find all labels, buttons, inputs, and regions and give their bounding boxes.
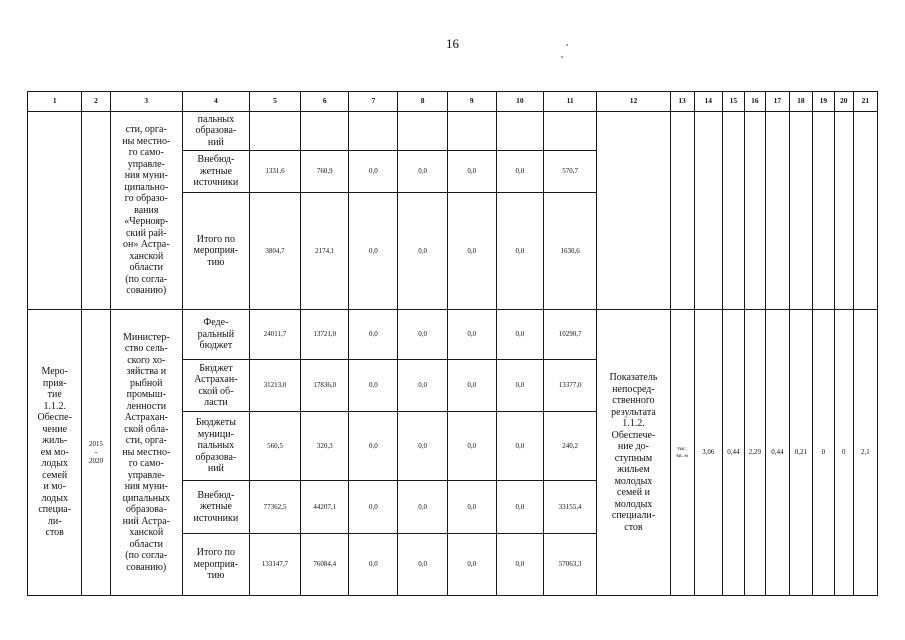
value-cell bbox=[349, 112, 398, 151]
executor-cell: сти, орга- ны местно- го само- управле- ния муни- ципально- го образо- вания «Чернояр- ский рай- он» Астра- ханской области (по согла- сованию) bbox=[110, 112, 182, 310]
indicator-value-cell: 0 bbox=[812, 310, 834, 596]
column-number: 19 bbox=[812, 92, 834, 112]
period-cell-continued bbox=[82, 112, 110, 310]
indicator-value-cell bbox=[853, 112, 877, 310]
value-cell: 0,0 bbox=[398, 193, 447, 310]
funding-source-cell: Бюджет Астрахан- ской об- ласти bbox=[182, 360, 249, 412]
column-number: 1 bbox=[28, 92, 82, 112]
indicator-value-cell: 0,44 bbox=[765, 310, 789, 596]
value-cell: 13721,0 bbox=[301, 310, 349, 360]
value-cell: 0,0 bbox=[349, 193, 398, 310]
value-cell: 0,0 bbox=[496, 151, 543, 193]
value-cell bbox=[398, 112, 447, 151]
value-cell: 0,0 bbox=[447, 534, 496, 596]
scan-speck bbox=[561, 56, 563, 58]
value-cell: 77362,5 bbox=[249, 481, 300, 534]
value-cell: 33155,4 bbox=[543, 481, 596, 534]
funding-source-cell: Феде- ральный бюджет bbox=[182, 310, 249, 360]
value-cell: 31213,0 bbox=[249, 360, 300, 412]
value-cell: 0,0 bbox=[496, 360, 543, 412]
indicator-value-cell: 2,29 bbox=[744, 310, 765, 596]
indicator-value-cell bbox=[812, 112, 834, 310]
scan-speck bbox=[566, 44, 568, 46]
column-number-row bbox=[28, 92, 878, 112]
value-cell: 320,3 bbox=[301, 412, 349, 481]
indicator-value-cell bbox=[789, 112, 812, 310]
indicator-value-cell bbox=[765, 112, 789, 310]
value-cell: 0,0 bbox=[447, 481, 496, 534]
value-cell: 0,0 bbox=[349, 310, 398, 360]
indicator-value-cell: 0 bbox=[834, 310, 853, 596]
value-cell: 1331,6 bbox=[249, 151, 300, 193]
column-number: 14 bbox=[694, 92, 722, 112]
value-cell: 17836,0 bbox=[301, 360, 349, 412]
value-cell: 760,9 bbox=[301, 151, 349, 193]
column-number: 21 bbox=[853, 92, 877, 112]
page-number: 16 bbox=[446, 36, 459, 51]
value-cell: 0,0 bbox=[496, 193, 543, 310]
value-cell: 0,0 bbox=[349, 481, 398, 534]
period-cell: 2015 - 2020 bbox=[82, 310, 110, 596]
value-cell bbox=[447, 112, 496, 151]
indicator-cell: Показатель непосред- ственного результата 1.1.2. Обеспече- ние до- ступным жильем молодых семей и молодых специали- стов bbox=[597, 310, 670, 596]
value-cell: 560,5 bbox=[249, 412, 300, 481]
value-cell: 1630,6 bbox=[543, 193, 596, 310]
value-cell: 44207,1 bbox=[301, 481, 349, 534]
column-number: 7 bbox=[349, 92, 398, 112]
table-row bbox=[28, 310, 878, 360]
executor-cell: Министер- ство сель- ского хо- зяйства и рыбной промыш- ленности Астрахан- ской обла- сти, орга- ны местно- го само- управле- ния муни- ципальных образова- ний Астра- ханской области (по согла- сованию) bbox=[110, 310, 182, 596]
column-number: 9 bbox=[447, 92, 496, 112]
budget-table bbox=[27, 91, 878, 596]
value-cell bbox=[496, 112, 543, 151]
value-cell: 0,0 bbox=[447, 412, 496, 481]
value-cell: 0,0 bbox=[349, 412, 398, 481]
column-number: 6 bbox=[301, 92, 349, 112]
funding-source-cell: Внебюд- жетные источники bbox=[182, 481, 249, 534]
column-number: 20 bbox=[834, 92, 853, 112]
indicator-value-cell bbox=[744, 112, 765, 310]
value-cell: 0,0 bbox=[398, 360, 447, 412]
funding-source-cell: Внебюд- жетные источники bbox=[182, 151, 249, 193]
value-cell: 0,0 bbox=[398, 534, 447, 596]
funding-source-cell: Бюджеты муници- пальных образова- ний bbox=[182, 412, 249, 481]
column-number: 8 bbox=[398, 92, 447, 112]
value-cell: 0,0 bbox=[496, 481, 543, 534]
value-cell: 240,2 bbox=[543, 412, 596, 481]
value-cell: 24011,7 bbox=[249, 310, 300, 360]
value-cell: 0,0 bbox=[447, 193, 496, 310]
value-cell: 0,0 bbox=[398, 481, 447, 534]
value-cell: 0,0 bbox=[398, 151, 447, 193]
column-number: 18 bbox=[789, 92, 812, 112]
indicator-value-cell: 3,06 bbox=[694, 310, 722, 596]
column-number: 16 bbox=[744, 92, 765, 112]
value-cell: 0,0 bbox=[447, 310, 496, 360]
value-cell: 0,0 bbox=[496, 534, 543, 596]
value-cell: 13377,0 bbox=[543, 360, 596, 412]
indicator-value-cell: 0,21 bbox=[789, 310, 812, 596]
indicator-value-cell: 0,44 bbox=[722, 310, 744, 596]
measure-cell-continued bbox=[28, 112, 82, 310]
column-number: 11 bbox=[543, 92, 596, 112]
column-number: 3 bbox=[110, 92, 182, 112]
value-cell: 0,0 bbox=[349, 360, 398, 412]
column-number: 15 bbox=[722, 92, 744, 112]
value-cell: 3804,7 bbox=[249, 193, 300, 310]
value-cell: 76084,4 bbox=[301, 534, 349, 596]
column-number: 10 bbox=[496, 92, 543, 112]
column-number: 12 bbox=[597, 92, 670, 112]
funding-source-cell: Итого по мероприя- тию bbox=[182, 534, 249, 596]
indicator-value-cell bbox=[834, 112, 853, 310]
unit-cell-continued bbox=[670, 112, 694, 310]
table-row bbox=[28, 112, 878, 151]
measure-cell: Меро- прия- тие 1.1.2. Обеспе- чение жиль- ем мо- лодых семей и мо- лодых специа- ли- стов bbox=[28, 310, 82, 596]
value-cell: 57063,3 bbox=[543, 534, 596, 596]
indicator-cell-continued bbox=[597, 112, 670, 310]
indicator-value-cell bbox=[722, 112, 744, 310]
value-cell: 133147,7 bbox=[249, 534, 300, 596]
value-cell: 0,0 bbox=[447, 360, 496, 412]
funding-source-cell: Итого по мероприя- тию bbox=[182, 193, 249, 310]
value-cell: 0,0 bbox=[496, 412, 543, 481]
value-cell: 0,0 bbox=[496, 310, 543, 360]
column-number: 4 bbox=[182, 92, 249, 112]
value-cell: 0,0 bbox=[349, 534, 398, 596]
value-cell bbox=[543, 112, 596, 151]
value-cell: 2174,1 bbox=[301, 193, 349, 310]
value-cell: 0,0 bbox=[349, 151, 398, 193]
value-cell: 570,7 bbox=[543, 151, 596, 193]
column-number: 2 bbox=[82, 92, 110, 112]
column-number: 13 bbox=[670, 92, 694, 112]
indicator-value-cell bbox=[694, 112, 722, 310]
funding-source-cell: пальных образова- ний bbox=[182, 112, 249, 151]
value-cell bbox=[249, 112, 300, 151]
value-cell: 10290,7 bbox=[543, 310, 596, 360]
value-cell: 0,0 bbox=[447, 151, 496, 193]
value-cell: 0,0 bbox=[398, 310, 447, 360]
value-cell: 0,0 bbox=[398, 412, 447, 481]
unit-cell: тыс. кв. м bbox=[670, 310, 694, 596]
column-number: 5 bbox=[249, 92, 300, 112]
indicator-value-cell: 2,1 bbox=[853, 310, 877, 596]
value-cell bbox=[301, 112, 349, 151]
column-number: 17 bbox=[765, 92, 789, 112]
